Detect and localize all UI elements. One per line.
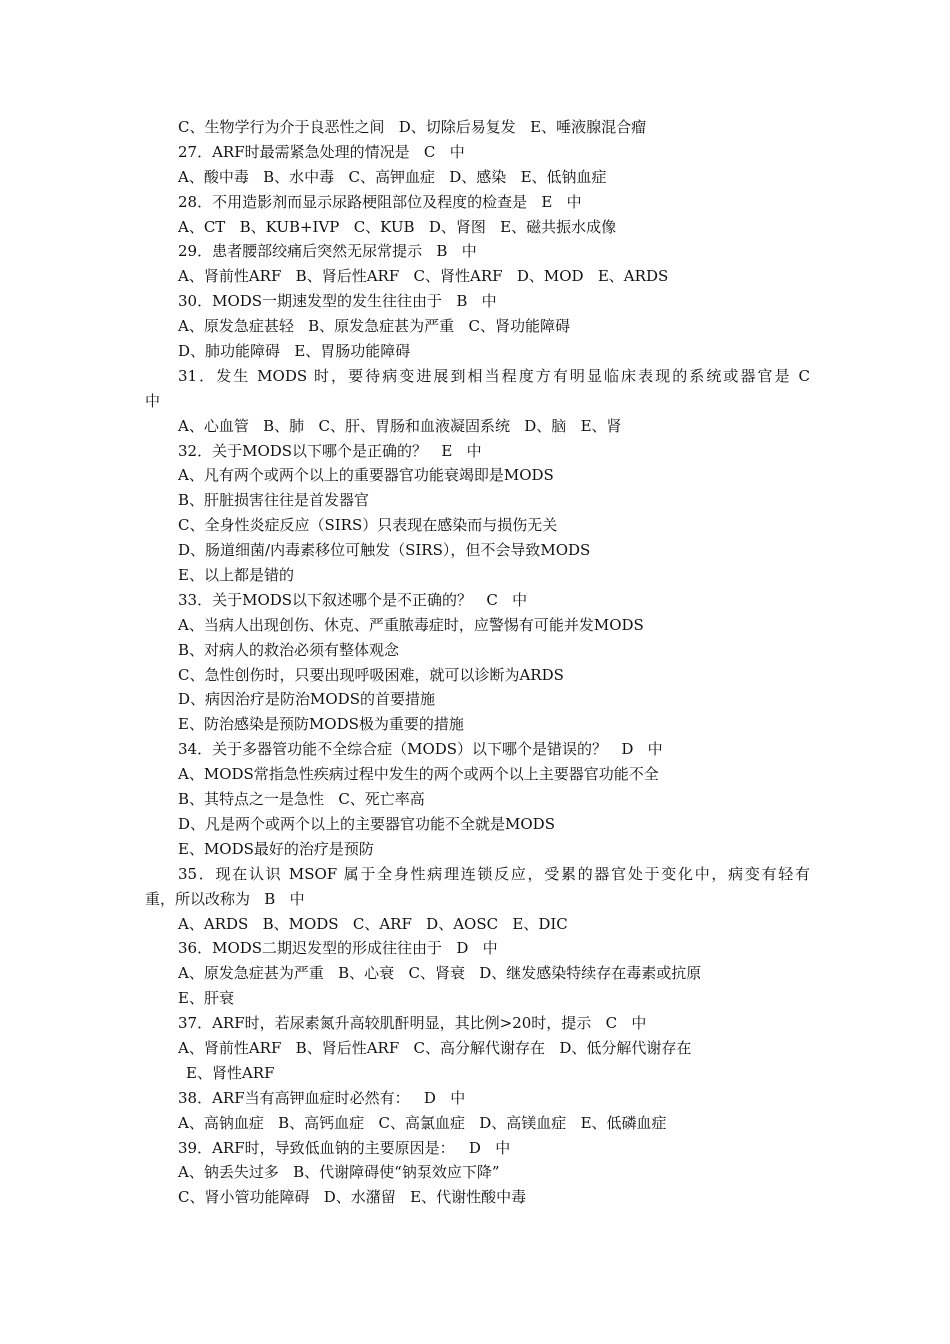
options-27: A、酸中毒 B、水中毒 C、高钾血症 D、感染 E、低钠血症	[178, 167, 607, 186]
question-36: 36．MODS二期迟发型的形成往往由于 D 中	[178, 939, 498, 958]
question-33: 33．关于MODS以下叙述哪个是不正确的？ C 中	[178, 590, 528, 609]
options-38: A、高钠血症 B、高钙血症 C、高氯血症 D、高镁血症 E、低磷血症	[178, 1113, 667, 1132]
option-33-e: E、防治感染是预防MODS极为重要的措施	[178, 715, 464, 734]
question-39: 39．ARF时，导致低血钠的主要原因是： D 中	[178, 1138, 511, 1157]
options-30: A、原发急症甚轻 B、原发急症甚为严重 C、肾功能障碍	[178, 317, 570, 336]
option-32-a: A、凡有两个或两个以上的重要器官功能衰竭即是MODS	[178, 466, 554, 485]
option-34-bc: B、其特点之一是急性 C、死亡率高	[178, 790, 425, 809]
option-34-d: D、凡是两个或两个以上的主要器官功能不全就是MODS	[178, 814, 555, 833]
question-34: 34．关于多器管功能不全综合症（MODS）以下哪个是错误的？ D 中	[178, 740, 663, 759]
options-37: A、肾前性ARF B、肾后性ARF C、高分解代谢存在 D、低分解代谢存在	[178, 1038, 692, 1057]
options-30-cont: D、肺功能障碍 E、胃肠功能障碍	[178, 342, 411, 361]
question-29: 29．患者腰部绞痛后突然无尿常提示 B 中	[178, 242, 477, 261]
option-33-a: A、当病人出现创伤、休克、严重脓毒症时，应警惕有可能并发MODS	[178, 615, 644, 634]
option-34-a: A、MODS常指急性疾病过程中发生的两个或两个以上主要器官功能不全	[178, 765, 659, 784]
question-37: 37．ARF时，若尿素氮升高较肌酐明显，其比例>20时，提示 C 中	[178, 1014, 647, 1033]
question-31: 31．发生 MODS 时，要待病变进展到相当程度方有明显临床表现的系统或器官是 C	[178, 366, 810, 385]
options-35: A、ARDS B、MODS C、ARF D、AOSC E、DIC	[178, 914, 568, 933]
option-32-e: E、以上都是错的	[178, 566, 294, 585]
question-38: 38．ARF当有高钾血症时必然有： D 中	[178, 1088, 466, 1107]
option-32-c: C、全身性炎症反应（SIRS）只表现在感染而与损伤无关	[178, 516, 558, 535]
question-28: 28．不用造影剂而显示尿路梗阻部位及程度的检查是 E 中	[178, 192, 582, 211]
options-28: A、CT B、KUB+IVP C、KUB D、肾图 E、磁共振水成像	[178, 217, 617, 236]
options-31: A、心血管 B、肺 C、肝、胃肠和血液凝固系统 D、脑 E、肾	[178, 416, 622, 435]
options-29: A、肾前性ARF B、肾后性ARF C、肾性ARF D、MOD E、ARDS	[178, 267, 669, 286]
options-36-cont: E、肝衰	[178, 989, 234, 1008]
question-32: 32．关于MODS以下哪个是正确的？ E 中	[178, 441, 482, 460]
options-36: A、原发急症甚为严重 B、心衰 C、肾衰 D、继发感染特续存在毒素或抗原	[178, 964, 702, 983]
option-32-d: D、肠道细菌/内毒素移位可触发（SIRS），但不会导致MODS	[178, 541, 591, 560]
exam-question-text	[145, 115, 810, 1210]
question-35: 35．现在认识 MSOF 属于全身性病理连锁反应，受累的器官处于变化中，病变有轻有	[178, 864, 810, 883]
text-line: C、生物学行为介于良恶性之间 D、切除后易复发 E、唾液腺混合瘤	[178, 118, 647, 136]
options-39-cont: C、肾小管功能障碍 D、水潴留 E、代谢性酸中毒	[178, 1188, 527, 1207]
question-27: 27．ARF时最需紧急处理的情况是 C 中	[178, 142, 465, 161]
question-35-cont: 重，所以改称为 B 中	[145, 889, 305, 908]
option-34-e: E、MODS最好的治疗是预防	[178, 839, 374, 858]
option-33-c: C、急性创伤时，只要出现呼吸困难，就可以诊断为ARDS	[178, 665, 564, 684]
option-33-d: D、病因治疗是防治MODS的首要措施	[178, 690, 435, 709]
option-33-b: B、对病人的救治必须有整体观念	[178, 640, 400, 659]
question-31-cont: 中	[145, 391, 161, 410]
option-32-b: B、肝脏损害往往是首发器官	[178, 491, 370, 510]
options-37-cont: E、肾性ARF	[186, 1063, 275, 1082]
options-39: A、钠丢失过多 B、代谢障碍使“钠泵效应下降”	[178, 1163, 500, 1182]
question-30: 30．MODS一期速发型的发生往往由于 B 中	[178, 292, 497, 311]
